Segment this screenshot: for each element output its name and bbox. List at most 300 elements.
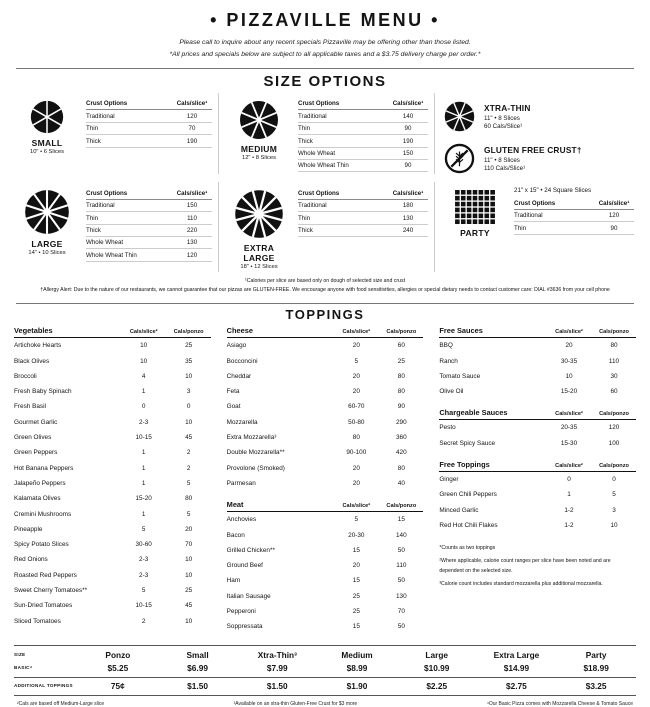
topping-name: Sweet Cherry Tomatoes** <box>14 587 88 595</box>
crust-option-cals: 110 <box>187 214 197 222</box>
topping-cals-ponzo: 10 <box>185 617 193 625</box>
crust-row <box>86 200 212 212</box>
topping-row <box>14 613 211 628</box>
topping-cals-slice: 10 <box>140 342 148 350</box>
crust-options-header: Crust Options <box>86 100 128 108</box>
pizza-icon <box>24 189 70 235</box>
special-name: GLUTEN FREE CRUST† <box>484 145 582 155</box>
crust-option-name: Whole Wheat Thin <box>86 251 137 259</box>
topping-cals-ponzo: 5 <box>186 510 191 518</box>
topping-group-vegetables <box>14 326 211 629</box>
topping-cals-ponzo: 80 <box>185 495 193 503</box>
crust-row <box>298 160 428 172</box>
crust-option-name: Thin <box>298 214 311 222</box>
topping-cals-slice: 20-35 <box>560 424 578 432</box>
crust-row <box>298 212 428 224</box>
crust-options-header: Crust Options <box>514 199 556 207</box>
topping-cals-slice: 15 <box>352 546 360 554</box>
pricing-size-name: Party <box>585 650 607 661</box>
topping-cals-ponzo: 80 <box>397 388 405 396</box>
size-icon-block <box>444 187 506 272</box>
topping-cals-slice: 20 <box>352 342 360 350</box>
crust-option-cals: 240 <box>402 227 414 234</box>
topping-name: Roasted Red Peppers <box>14 571 77 579</box>
crust-row <box>86 249 212 261</box>
topping-cals-slice: 90-100 <box>346 449 367 457</box>
special-text <box>484 103 531 130</box>
topping-cals-ponzo: 50 <box>397 623 405 631</box>
pricing-additional-price: $3.25 <box>585 681 607 692</box>
toppings-footnotes <box>439 544 636 593</box>
crust-table <box>298 187 428 237</box>
pricing-additional-price: $1.90 <box>346 681 368 692</box>
topping-group-name: Vegetables <box>14 326 53 336</box>
menu-title: • PIZZAVILLE MENU • <box>210 10 440 30</box>
toppings-footnote: ³Calorie count includes standard mozzarella plus additional mozzarella. <box>439 581 603 588</box>
cals-per-slice-header: Cals/slice¹ <box>176 100 208 108</box>
toppings-divider <box>16 303 634 304</box>
topping-group-header <box>439 326 636 338</box>
size-subtitle: 10" • 6 Slices <box>29 149 65 156</box>
topping-name: Feta <box>226 388 240 396</box>
crust-table-header <box>514 197 634 209</box>
crust-option-cals: 140 <box>402 112 414 120</box>
topping-cals-slice: 1 <box>141 464 146 472</box>
topping-name: Red Onions <box>14 556 48 564</box>
topping-row <box>14 415 211 430</box>
topping-cals-slice: 15-30 <box>560 439 578 447</box>
topping-row <box>14 598 211 613</box>
pizza-icon <box>444 101 475 132</box>
cals-ponzo-header: Cals/ponzo <box>599 329 629 336</box>
topping-row <box>227 476 424 491</box>
topping-cals-slice: 2 <box>141 617 146 625</box>
topping-row <box>14 384 211 399</box>
topping-name: Cremini Mushrooms <box>14 510 72 518</box>
topping-row <box>14 445 211 460</box>
topping-row <box>14 353 211 368</box>
topping-row <box>227 415 424 430</box>
topping-group-header <box>439 408 636 420</box>
topping-cals-ponzo: 5 <box>612 491 616 499</box>
topping-name: Artichoke Hearts <box>14 342 62 350</box>
topping-name: BBQ <box>439 342 453 350</box>
crust-option-name: Traditional <box>514 212 543 220</box>
topping-row <box>227 399 424 414</box>
pricing-additional-price: $2.25 <box>426 681 448 692</box>
topping-cals-ponzo: 110 <box>396 562 407 570</box>
size-name: LARGE <box>31 239 63 250</box>
topping-group-header <box>227 326 424 338</box>
topping-cals-ponzo: 10 <box>185 418 193 426</box>
pricing-additional-price: $2.75 <box>506 681 527 692</box>
gluten-free-icon <box>444 143 475 174</box>
pricing-table <box>14 645 636 696</box>
topping-cals-slice: 1 <box>141 479 146 487</box>
topping-row <box>227 543 424 558</box>
crust-options-header: Crust Options <box>298 100 340 108</box>
topping-cals-ponzo: 10 <box>185 571 193 579</box>
topping-name: Goat <box>226 403 241 411</box>
topping-row <box>14 476 211 491</box>
topping-name: Kalamata Olives <box>14 495 61 503</box>
toppings-grid <box>14 326 636 643</box>
topping-row <box>14 461 211 476</box>
crust-option-cals: 90 <box>404 162 412 170</box>
topping-name: Grilled Chicken** <box>226 546 275 554</box>
size-name: EXTRA LARGE <box>243 243 275 264</box>
topping-name: Minced Garlic <box>439 506 479 514</box>
crust-option-name: Traditional <box>298 112 327 120</box>
size-footnotes <box>14 277 636 295</box>
cals-ponzo-header: Cals/ponzo <box>599 411 629 418</box>
crust-option-name: Thick <box>298 227 313 234</box>
topping-row <box>227 619 424 634</box>
crust-table-header <box>86 98 212 110</box>
topping-cals-ponzo: 60 <box>610 388 618 396</box>
pricing-additional-price: $1.50 <box>266 681 288 692</box>
topping-name: Green Peppers <box>14 449 58 457</box>
topping-group-cheese <box>227 326 424 491</box>
special-text <box>484 145 582 172</box>
toppings-heading: TOPPINGS <box>285 307 365 323</box>
special-cals-line: 60 Cals/Slice¹ <box>484 123 523 131</box>
size-option-small <box>14 93 218 174</box>
special-size-line: 11" • 8 Slices <box>484 114 520 122</box>
topping-group-header <box>439 460 636 472</box>
topping-name: Italian Sausage <box>226 592 271 600</box>
topping-cals-slice: 5 <box>354 357 359 365</box>
topping-cals-slice: 50-80 <box>348 418 365 426</box>
topping-row <box>439 420 636 435</box>
topping-group-meat <box>227 500 424 634</box>
special-crust-option <box>444 143 636 174</box>
topping-cals-slice: 15-20 <box>560 388 578 396</box>
topping-cals-slice: 1 <box>567 491 571 499</box>
topping-row <box>227 558 424 573</box>
crust-option-cals: 120 <box>186 251 198 259</box>
topping-cals-ponzo: 50 <box>397 577 405 585</box>
topping-cals-ponzo: 2 <box>186 464 191 472</box>
topping-name: Provolone (Smoked) <box>226 464 285 472</box>
crust-option-cals: 130 <box>402 214 414 222</box>
pricing-additional-price: 75¢ <box>110 681 125 692</box>
topping-name: Soppressata <box>226 623 263 631</box>
pizza-icon <box>234 189 284 239</box>
topping-cals-slice: 1 <box>141 449 146 457</box>
topping-cals-slice: 0 <box>141 403 146 411</box>
pricing-size-name: Small <box>186 650 209 661</box>
size-option-medium <box>218 93 434 174</box>
crust-option-cals: 180 <box>402 202 414 210</box>
topping-cals-slice: 1-2 <box>564 521 574 529</box>
size-subtitle: 18" • 12 Slices <box>240 264 278 271</box>
topping-row <box>227 384 424 399</box>
topping-cals-ponzo: 420 <box>395 449 407 457</box>
topping-row <box>14 369 211 384</box>
topping-name: Broccoli <box>14 372 37 380</box>
topping-cals-slice: 5 <box>354 516 359 524</box>
topping-name: Hot Banana Peppers <box>14 464 74 472</box>
topping-name: Double Mozzarella** <box>226 449 285 457</box>
topping-group-chargeable-sauces <box>439 408 636 451</box>
topping-row <box>14 430 211 445</box>
topping-cals-slice: 15 <box>352 623 360 631</box>
topping-name: Green Chili Peppers <box>439 491 497 499</box>
topping-cals-ponzo: 0 <box>186 403 191 411</box>
pizza-icon <box>239 100 279 140</box>
crust-option-cals: 150 <box>402 150 414 158</box>
size-footnote-allergy: †Allergy Alert: Due to the nature of our restaurants, we cannot guarantee that our pizzas are GLUTEN-FREE. We encourage anyone with food sensitivities, allergies or special dietary needs to contact customer care: DIAL #3636 from your cell phone <box>40 287 610 294</box>
topping-group-free-toppings <box>439 460 636 533</box>
topping-cals-slice: 5 <box>141 525 146 533</box>
size-row-label: SIZE <box>14 652 26 658</box>
topping-cals-ponzo: 3 <box>186 388 191 396</box>
topping-name: Fresh Basil <box>14 403 46 411</box>
topping-cals-slice: 1-2 <box>564 506 574 514</box>
topping-row <box>227 604 424 619</box>
crust-row <box>298 225 428 237</box>
topping-cals-ponzo: 140 <box>395 531 407 539</box>
topping-name: Cheddar <box>226 372 252 380</box>
topping-name: Extra Mozzarella³ <box>226 434 277 442</box>
topping-name: Secret Spicy Sauce <box>439 439 496 447</box>
party-details <box>514 187 634 272</box>
crust-option-cals: 90 <box>404 125 412 133</box>
crust-row <box>298 148 428 160</box>
size-option-specials <box>434 93 636 174</box>
toppings-column <box>439 326 636 643</box>
topping-cals-slice: 20 <box>352 388 360 396</box>
topping-cals-ponzo: 3 <box>612 506 616 514</box>
topping-cals-slice: 2-3 <box>139 571 149 579</box>
crust-option-name: Whole Wheat Thin <box>298 162 349 170</box>
topping-group-name: Free Sauces <box>439 326 483 336</box>
topping-name: Black Olives <box>14 357 50 365</box>
topping-cals-slice: 0 <box>567 476 571 484</box>
crust-row <box>514 210 634 222</box>
toppings-footnote: ²Where applicable, calorie count ranges per slice have been noted and are dependent on the selected size. <box>439 558 611 574</box>
size-name: PARTY <box>460 228 490 239</box>
topping-cals-ponzo: 25 <box>185 342 193 350</box>
topping-row <box>14 552 211 567</box>
topping-cals-ponzo: 25 <box>397 357 405 365</box>
topping-row <box>439 338 636 353</box>
topping-cals-ponzo: 15 <box>397 516 405 524</box>
topping-row <box>439 436 636 451</box>
cals-slice-header: Cals/slice² <box>129 329 158 336</box>
size-footnote-calories: ¹Calories per slice are based only on dough of selected size and crust <box>244 278 406 285</box>
topping-cals-slice: 60-70 <box>348 403 365 411</box>
topping-name: Mozzarella <box>226 418 258 426</box>
topping-row <box>14 399 211 414</box>
topping-row <box>439 369 636 384</box>
crust-option-cals: 90 <box>610 224 618 232</box>
topping-name: Red Hot Chili Flakes <box>439 521 498 529</box>
size-icon-block <box>228 97 290 161</box>
topping-row <box>227 430 424 445</box>
topping-row <box>14 568 211 583</box>
cals-slice-header: Cals/slice² <box>555 411 583 418</box>
size-icon-block <box>228 186 290 270</box>
topping-cals-slice: 30-60 <box>135 541 152 549</box>
header-divider <box>16 68 634 69</box>
crust-option-name: Whole Wheat <box>86 239 124 247</box>
topping-row <box>227 512 424 527</box>
crust-row <box>86 110 212 122</box>
topping-cals-ponzo: 290 <box>395 418 407 426</box>
crust-option-name: Thin <box>86 125 99 133</box>
topping-cals-ponzo: 45 <box>185 434 193 442</box>
pizza-icon <box>30 100 64 134</box>
size-option-party <box>434 182 636 272</box>
cals-per-slice-header: Cals/slice¹ <box>176 189 208 197</box>
topping-row <box>14 537 211 552</box>
topping-cals-ponzo: 100 <box>608 439 620 447</box>
size-icon-block <box>16 186 78 256</box>
pricing-size-name: Ponzo <box>105 650 131 661</box>
topping-row <box>439 353 636 368</box>
topping-cals-slice: 20 <box>352 479 360 487</box>
topping-row <box>14 338 211 353</box>
topping-name: Anchovies <box>226 516 257 524</box>
topping-cals-slice: 20 <box>352 464 360 472</box>
special-crust-option <box>444 101 636 132</box>
cals-slice-header: Cals/slice² <box>555 462 583 469</box>
crust-row <box>298 123 428 135</box>
cals-per-slice-header: Cals/slice¹ <box>392 189 424 197</box>
crust-option-name: Traditional <box>298 202 327 210</box>
topping-name: Pesto <box>439 424 456 432</box>
crust-row <box>86 237 212 249</box>
crust-option-cals: 120 <box>608 212 620 220</box>
topping-cals-slice: 30-35 <box>560 357 578 365</box>
topping-row <box>227 445 424 460</box>
pricing-basic-row <box>14 663 636 673</box>
topping-name: Sliced Tomatoes <box>14 617 61 625</box>
topping-cals-ponzo: 30 <box>610 372 618 380</box>
size-subtitle: 14" • 10 Slices <box>28 250 66 257</box>
topping-cals-slice: 80 <box>352 434 360 442</box>
topping-row <box>227 461 424 476</box>
pricing-size-name: Large <box>425 650 448 661</box>
topping-row <box>14 491 211 506</box>
crust-option-cals: 70 <box>188 125 196 133</box>
toppings-footnote: *Counts as two toppings <box>439 545 496 552</box>
size-icon-block <box>16 97 78 155</box>
footer-note: ³Available on an xtra-thin Gluten-Free Crust for $3 more <box>233 701 358 707</box>
menu-note-line2: *All prices and specials below are subject to all applicable taxes and a $3.75 delivery charge per order.* <box>169 50 481 58</box>
topping-group-name: Free Toppings <box>439 459 490 469</box>
crust-option-name: Thick <box>298 137 313 145</box>
topping-cals-ponzo: 10 <box>185 372 193 380</box>
topping-cals-slice: 15-20 <box>135 495 152 503</box>
crust-option-name: Thick <box>86 137 101 145</box>
topping-name: Olive Oil <box>439 388 464 396</box>
size-name: SMALL <box>31 138 63 149</box>
topping-cals-ponzo: 2 <box>186 449 191 457</box>
cals-ponzo-header: Cals/ponzo <box>599 462 629 469</box>
crust-row <box>86 212 212 224</box>
topping-group-name: Cheese <box>226 326 253 336</box>
topping-name: Gourmet Garlic <box>14 418 58 426</box>
topping-cals-ponzo: 5 <box>186 479 191 487</box>
crust-option-cals: 150 <box>186 202 198 210</box>
crust-option-cals: 120 <box>186 112 198 120</box>
topping-cals-ponzo: 25 <box>185 587 193 595</box>
topping-cals-ponzo: 90 <box>397 403 405 411</box>
special-cals-line: 110 Cals/Slice¹ <box>484 165 526 173</box>
pricing-additional-price: $1.50 <box>187 681 208 692</box>
cals-ponzo-header: Cals/ponzo <box>386 503 417 510</box>
pricing-basic-price: $8.99 <box>346 663 368 674</box>
topping-cals-ponzo: 80 <box>397 372 405 380</box>
topping-row <box>227 338 424 353</box>
topping-name: Pineapple <box>14 525 43 533</box>
topping-row <box>439 487 636 502</box>
topping-cals-ponzo: 0 <box>612 476 616 484</box>
crust-row <box>86 123 212 135</box>
topping-cals-ponzo: 70 <box>185 541 193 549</box>
topping-cals-slice: 10 <box>140 357 148 365</box>
topping-cals-slice: 10 <box>565 372 573 380</box>
topping-cals-slice: 20 <box>565 342 573 350</box>
pricing-basic-price: $14.99 <box>503 663 530 674</box>
topping-cals-slice: 20-30 <box>348 531 365 539</box>
crust-table <box>298 98 428 172</box>
topping-cals-ponzo: 110 <box>608 357 620 365</box>
bottom-footnotes <box>14 701 636 707</box>
topping-name: Ham <box>226 577 241 585</box>
crust-option-cals: 220 <box>186 227 198 234</box>
topping-name: Jalapeño Peppers <box>14 479 66 487</box>
special-size-line: 11" • 8 Slices <box>484 156 520 164</box>
crust-row <box>86 135 212 147</box>
topping-cals-ponzo: 45 <box>185 602 193 610</box>
pricing-size-name: Medium <box>341 650 373 661</box>
size-option-extra-large <box>218 182 434 272</box>
crust-row <box>86 225 212 237</box>
cals-slice-header: Cals/slice² <box>342 503 371 510</box>
menu-note <box>14 37 636 60</box>
crust-option-name: Thin <box>298 125 311 133</box>
crust-row <box>298 135 428 147</box>
topping-row <box>439 503 636 518</box>
topping-cals-ponzo: 40 <box>397 479 405 487</box>
topping-row <box>227 369 424 384</box>
topping-row <box>227 353 424 368</box>
topping-cals-ponzo: 35 <box>185 357 193 365</box>
toppings-column <box>227 326 424 643</box>
basic-row-label: BASIC⁴ <box>14 665 33 671</box>
size-option-large <box>14 182 218 272</box>
topping-cals-ponzo: 80 <box>610 342 618 350</box>
crust-table <box>514 197 634 234</box>
special-name: XTRA-THIN <box>484 103 531 113</box>
topping-row <box>227 573 424 588</box>
topping-group-name: Chargeable Sauces <box>439 408 508 418</box>
size-options-grid <box>14 93 636 272</box>
topping-cals-ponzo: 80 <box>397 464 405 472</box>
crust-table <box>86 98 212 148</box>
cals-ponzo-header: Cals/ponzo <box>173 329 204 336</box>
crust-option-cals: 190 <box>402 137 414 145</box>
topping-cals-slice: 15 <box>352 577 360 585</box>
cals-per-slice-header: Cals/slice¹ <box>598 199 630 207</box>
topping-cals-ponzo: 10 <box>610 521 618 529</box>
crust-option-name: Thin <box>514 224 527 232</box>
topping-cals-slice: 1 <box>141 388 146 396</box>
